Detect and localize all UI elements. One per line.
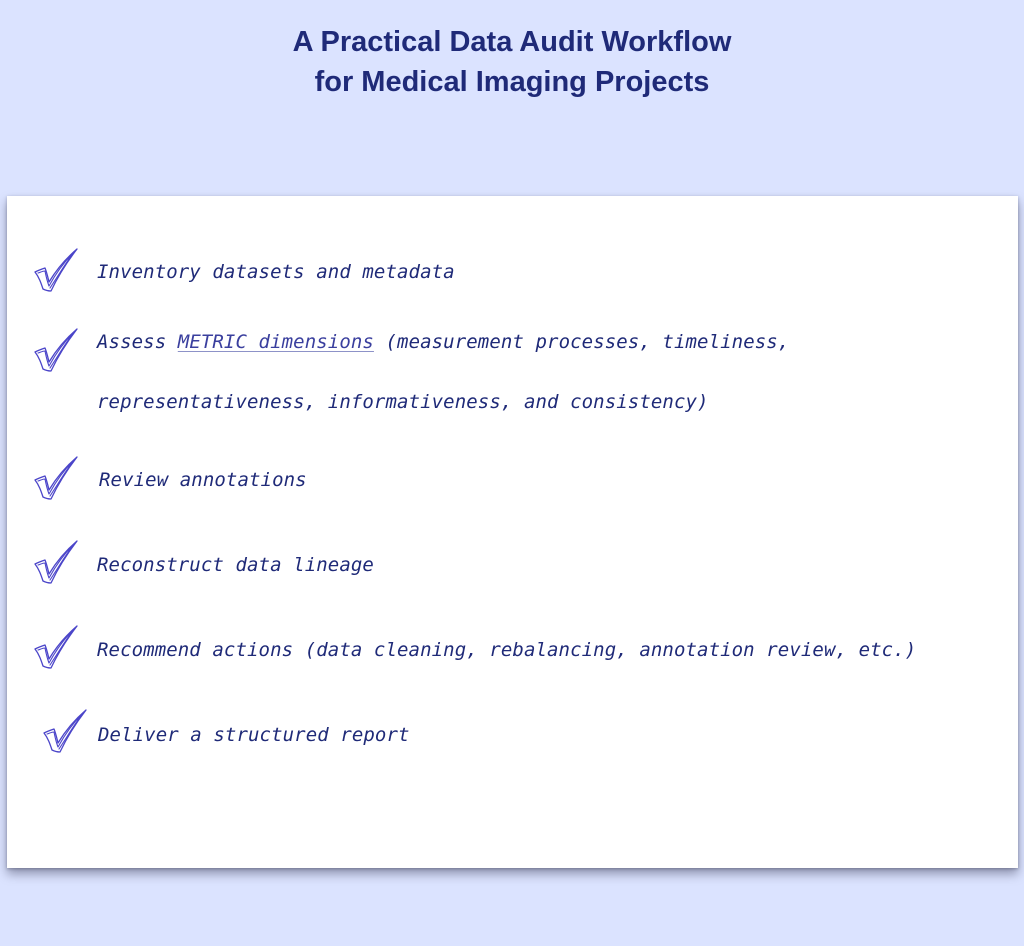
checklist-card xyxy=(7,196,1018,868)
checkmark-svg xyxy=(33,328,81,374)
page-title-line-1: A Practical Data Audit Workflow xyxy=(292,26,732,58)
checkmark-svg xyxy=(42,709,90,755)
checklist-item-label-prefix: Assess xyxy=(97,331,178,353)
checklist-item-label: Reconstruct data lineage xyxy=(97,554,374,576)
metric-dimensions-link[interactable]: METRIC dimensions xyxy=(177,331,374,353)
checkmark-inner-stroke xyxy=(38,460,74,496)
checkmark-icon xyxy=(33,456,81,502)
checkmark-inner-stroke xyxy=(47,713,83,749)
checklist-item-label-suffix: (measurement processes, timeliness, xyxy=(373,331,790,353)
checklist-item-label: Deliver a structured report xyxy=(98,724,410,746)
checkmark-inner-stroke xyxy=(38,629,74,665)
checklist-item-label: Recommend actions (data cleaning, rebalancing, annotation review, etc.) xyxy=(97,639,917,661)
checkmark-inner-stroke xyxy=(38,332,74,368)
page-title-line-2: for Medical Imaging Projects xyxy=(314,66,710,98)
checklist-item-label-line-1 xyxy=(97,312,789,372)
checkmark-inner-stroke xyxy=(38,252,74,288)
checkmark-icon xyxy=(33,328,81,374)
checklist-item-label: Review annotations xyxy=(99,469,307,491)
checkmark-icon xyxy=(33,248,81,294)
checkmark-icon xyxy=(42,709,90,755)
page-title xyxy=(0,22,1024,102)
checkmark-svg xyxy=(33,456,81,502)
checkmark-svg xyxy=(33,248,81,294)
checkmark-icon xyxy=(33,625,81,671)
checkmark-inner-stroke xyxy=(38,544,74,580)
checklist-item-label: Inventory datasets and metadata xyxy=(97,261,455,283)
checkmark-svg xyxy=(33,540,81,586)
checkmark-svg xyxy=(33,625,81,671)
checklist-item-label-line-2: representativeness, informativeness, and consistency) xyxy=(97,391,709,413)
checkmark-icon xyxy=(33,540,81,586)
